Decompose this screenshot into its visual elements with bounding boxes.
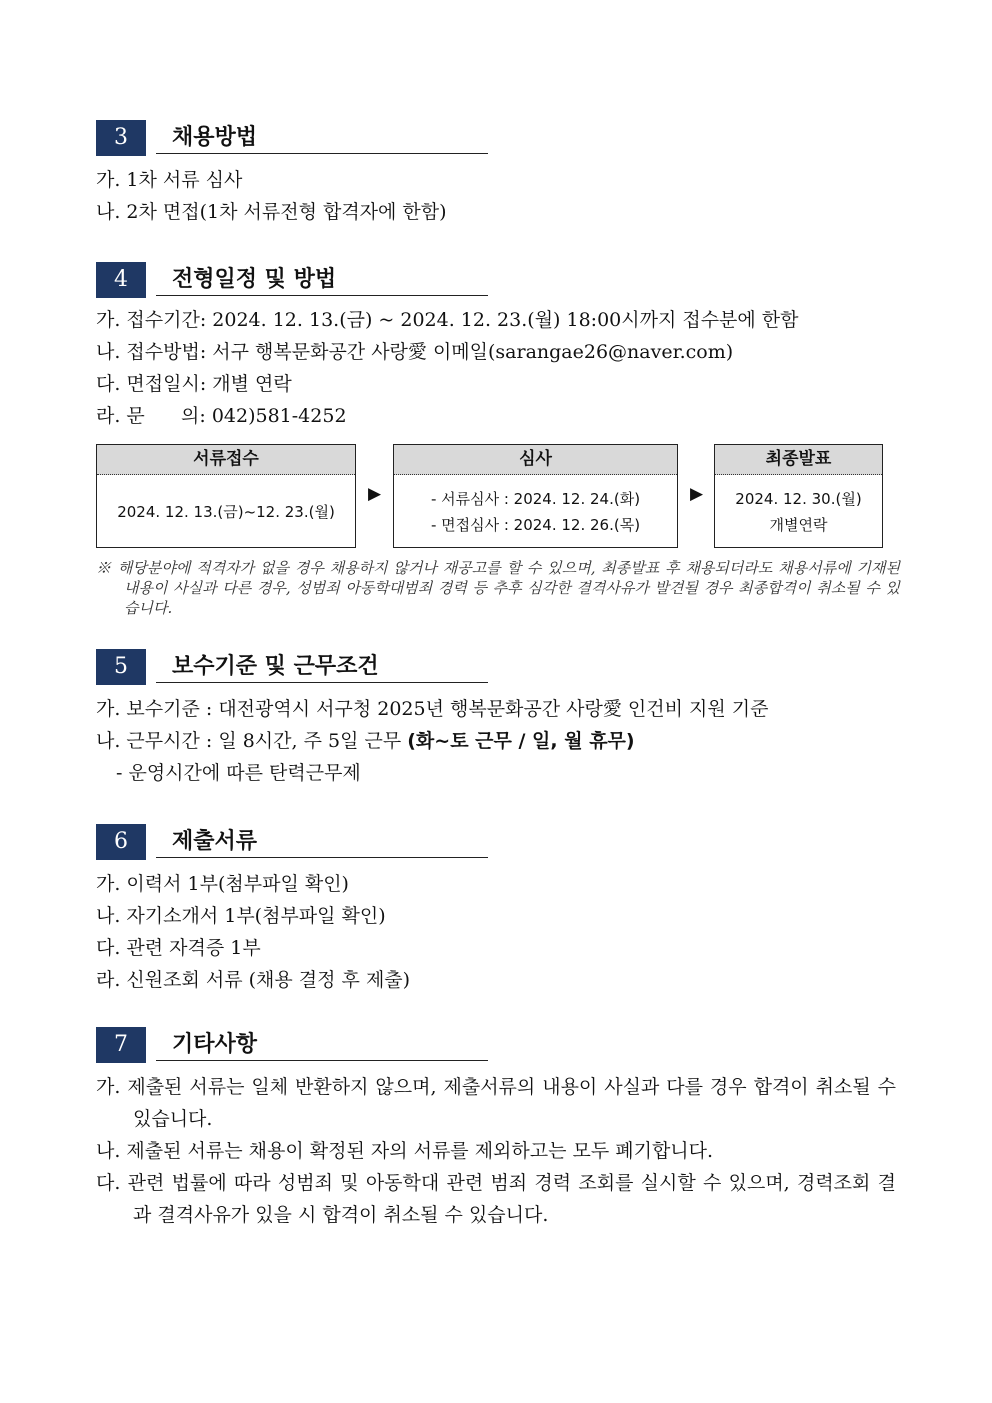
list-item: 가. 보수기준 : 대전광역시 서구청 2025년 행복문화공간 사랑愛 인건비 지원 기준	[96, 698, 769, 720]
flow-box-title: 최종발표	[715, 445, 882, 475]
section-title: 기타사항	[156, 1027, 488, 1061]
section-6	[96, 824, 896, 996]
section-title: 제출서류	[156, 824, 488, 858]
section-number: 3	[96, 120, 146, 156]
notice-text: ※ 해당분야에 적격자가 없을 경우 채용하지 않거나 재공고를 할 수 있으며, 최종발표 후 채용되더라도 채용서류에 기재된 내용이 사실과 다른 경우, 성범죄 아동학대범죄 경력 등 추후 심각한 결격사유가 발견될 경우 최종합격이 취소될 수 있습니다.	[96, 559, 900, 617]
list-item: 나. 제출된 서류는 채용이 확정된 자의 서류를 제외하고는 모두 폐기합니다.	[96, 1140, 714, 1162]
section-3	[96, 120, 896, 228]
section-header	[96, 824, 896, 860]
flow-box-line: - 서류심사 : 2024. 12. 24.(화)	[430, 490, 641, 508]
section-5	[96, 649, 896, 789]
section-number: 7	[96, 1027, 146, 1063]
section-number: 4	[96, 262, 146, 298]
flow-box-title: 서류접수	[97, 445, 355, 475]
flow-box-line: 2024. 12. 30.(월)	[735, 490, 862, 508]
section-title: 보수기준 및 근무조건	[156, 649, 488, 683]
list-item: 라. 문 의: 042)581-4252	[96, 405, 347, 427]
section-header	[96, 649, 896, 685]
flow-box-final	[714, 444, 883, 548]
section-title: 채용방법	[156, 120, 488, 154]
section-header	[96, 262, 896, 298]
list-item: 가. 이력서 1부(첨부파일 확인)	[96, 873, 349, 895]
section-number: 6	[96, 824, 146, 860]
process-flow	[96, 444, 886, 550]
list-item: 다. 관련 법률에 따라 성범죄 및 아동학대 관련 범죄 경력 조회를 실시할 수 있으며, 경력조회 결과 결격사유가 있을 시 합격이 취소될 수 있습니다.	[96, 1172, 896, 1226]
section-7	[96, 1027, 896, 1231]
list-item: 가. 제출된 서류는 일체 반환하지 않으며, 제출서류의 내용이 사실과 다를 경우 합격이 취소될 수 있습니다.	[96, 1076, 896, 1130]
list-item: 다. 면접일시: 개별 연락	[96, 373, 292, 395]
list-item	[96, 725, 896, 757]
list-item: 라. 신원조회 서류 (채용 결정 후 제출)	[96, 969, 411, 991]
list-item: - 운영시간에 따른 탄력근무제	[116, 762, 361, 784]
section-header	[96, 1027, 896, 1063]
flow-box-line: 개별연락	[769, 516, 828, 534]
section-header	[96, 120, 896, 156]
list-item: 다. 관련 자격증 1부	[96, 937, 261, 959]
list-item-emphasis: (화~토 근무 / 일, 월 휴무)	[407, 730, 635, 752]
list-item: 나. 2차 면접(1차 서류전형 합격자에 한함)	[96, 201, 447, 223]
section-title: 전형일정 및 방법	[156, 262, 488, 296]
flow-box-review	[393, 444, 678, 548]
flow-box-application	[96, 444, 356, 548]
section-number: 5	[96, 649, 146, 685]
flow-box-text: 2024. 12. 13.(금)~12. 23.(월)	[117, 503, 335, 521]
list-item: 가. 접수기간: 2024. 12. 13.(금) ~ 2024. 12. 23.(월) 18:00시까지 접수분에 한함	[96, 309, 799, 331]
list-item: 나. 접수방법: 서구 행복문화공간 사랑愛 이메일(sarangae26@naver.com)	[96, 341, 734, 363]
list-item: 나. 자기소개서 1부(첨부파일 확인)	[96, 905, 386, 927]
flow-box-line: - 면접심사 : 2024. 12. 26.(목)	[430, 516, 641, 534]
list-item: 가. 1차 서류 심사	[96, 169, 243, 191]
list-item-text: 나. 근무시간 : 일 8시간, 주 5일 근무	[96, 730, 408, 752]
section-4	[96, 262, 896, 432]
arrow-right-icon: ▶	[690, 484, 704, 504]
arrow-right-icon: ▶	[368, 484, 382, 504]
flow-box-title: 심사	[394, 445, 677, 475]
